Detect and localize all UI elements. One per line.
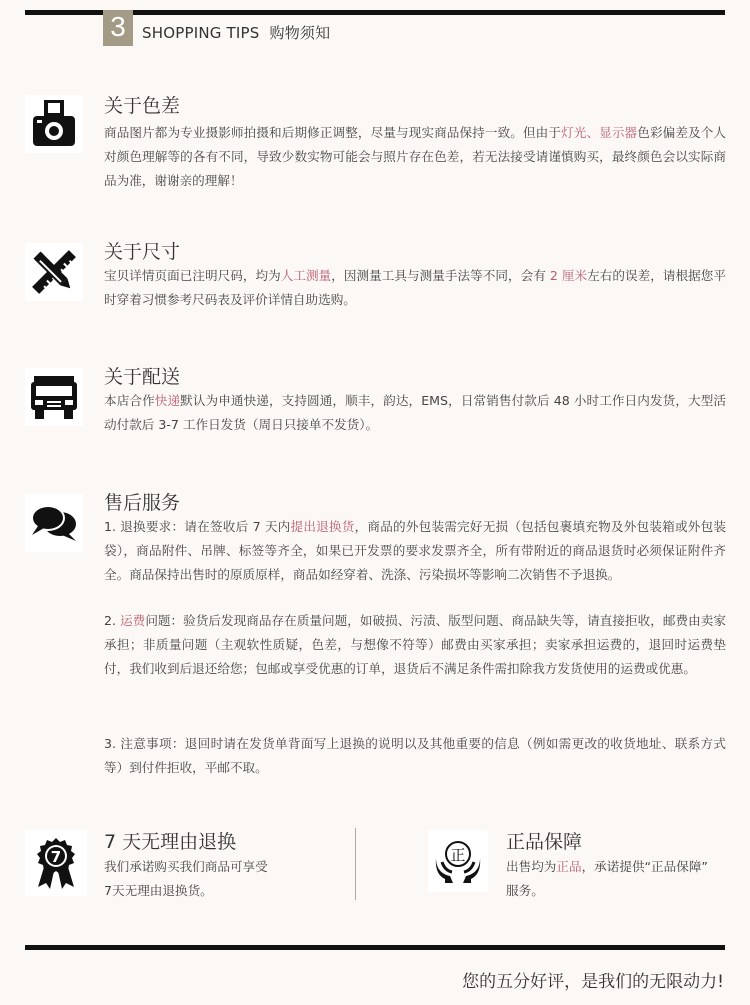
bottom-divider-bar	[25, 945, 725, 950]
highlight-text: 提出退换货	[290, 519, 355, 534]
highlight-text: 2 厘米	[549, 268, 588, 283]
feature-text-authentic-1: 出售均为正品，承诺提供“正品保障”	[506, 859, 708, 874]
feature-text-return-2: 7天无理由退换货。	[104, 883, 213, 898]
page-title	[142, 22, 330, 43]
section-title-aftersales: 售后服务	[104, 492, 181, 514]
footer-slogan: 您的五分好评，是我们的无限动力!	[462, 972, 724, 992]
svg-text:7: 7	[50, 848, 62, 866]
section-number-badge: 3	[103, 10, 133, 46]
highlight-text: 灯光、显示器	[561, 125, 638, 140]
page-title-en: SHOPPING TIPS	[142, 24, 260, 42]
feature-title-authentic: 正品保障	[506, 831, 583, 853]
feature-divider	[355, 828, 356, 900]
section-text-delivery: 本店合作快递默认为申通快递，支持圆通，顺丰，韵达，EMS，日常销售付款后 48 小时工作日内发货，大型活动付款后 3-7 工作日发货（周日只接单不发货）。	[104, 393, 727, 432]
feature-text-authentic-2: 服务。	[506, 883, 544, 898]
feature-title-return: 7 天无理由退换	[104, 831, 237, 853]
camera-icon	[25, 95, 83, 153]
ruler-pencil-icon	[25, 243, 83, 301]
feature-text-return-1: 我们承诺购买我们商品可享受	[104, 859, 268, 874]
section-title-color: 关于色差	[104, 95, 181, 117]
page-title-cn: 购物须知	[269, 24, 331, 42]
svg-text:正: 正	[450, 846, 466, 864]
section-text-color: 商品图片都为专业摄影师拍摄和后期修正调整，尽量与现实商品保持一致。但由于灯光、显示器色彩偏差及个人对颜色理解等的各有不同，导致少数实物可能会与照片存在色差，若无法接受请谨慎购买，最终颜色会以实际商品为准，谢谢亲的理解！	[104, 125, 727, 188]
section-text-aftersales-1: 1. 退换要求：请在签收后 7 天内提出退换货，商品的外包装需完好无损（包括包裹填充物及外包装箱或外包装袋），商品附件、吊牌、标签等齐全，如果已开发票的要求发票齐全，所有带附近的商品退货时必须保证附件齐全。商品保持出售时的原质原样，商品如经穿着、洗涤、污染损坏等影响二次销售不予退换。	[104, 519, 727, 582]
section-title-delivery: 关于配送	[104, 366, 181, 388]
truck-icon	[25, 368, 83, 426]
section-text-aftersales-2: 2. 运费问题：验货后发现商品存在质量问题，如破损、污渍、版型问题、商品缺失等，请直接拒收，邮费由卖家承担；非质量问题（主观软性质疑，色差，与想像不符等）邮费由买家承担；卖家承担运费的，退回时运费垫付，我们收到后退还给您；包邮或享受优惠的订单，退货后不满足条件需扣除我方发货使用的运费或优惠。	[104, 613, 727, 676]
highlight-text: 运费	[120, 613, 146, 628]
chat-bubbles-icon	[25, 494, 83, 552]
section-title-size: 关于尺寸	[104, 241, 181, 263]
hands-authentic-icon	[428, 830, 488, 892]
highlight-text: 快递	[154, 393, 181, 408]
highlight-text: 人工测量	[280, 268, 332, 283]
highlight-text: 正品	[556, 859, 582, 874]
seven-badge-icon	[25, 830, 87, 896]
section-text-aftersales-3: 3. 注意事项：退回时请在发货单背面写上退换的说明以及其他重要的信息（例如需更改的收货地址、联系方式等）到付件拒收，平邮不取。	[104, 736, 726, 775]
section-text-size: 宝贝详情页面已注明尺码，均为人工测量，因测量工具与测量手法等不同，会有 2 厘米左右的误差，请根据您平时穿着习惯参考尺码表及评价详情自助选购。	[104, 268, 726, 307]
